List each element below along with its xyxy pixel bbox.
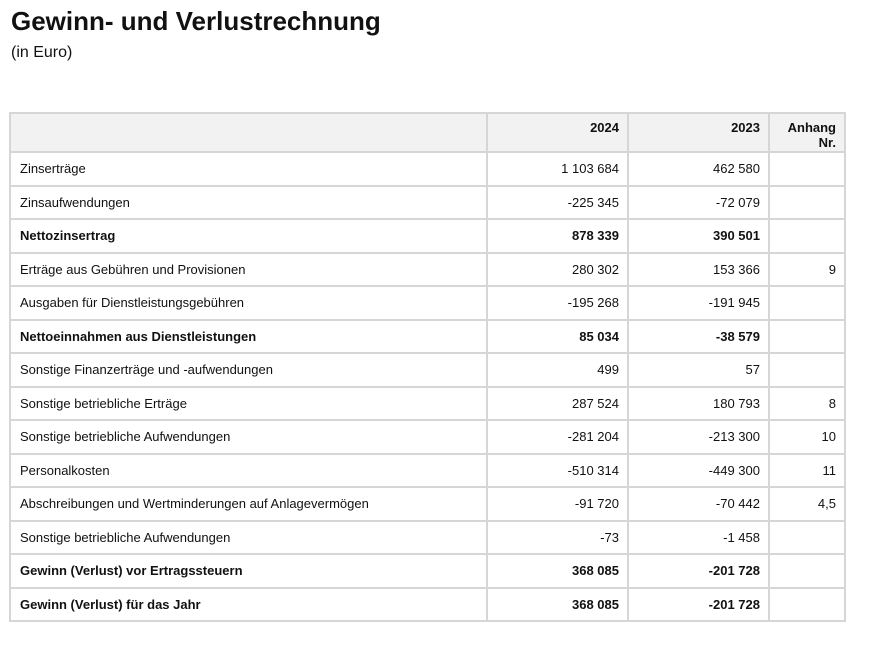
- row-value-2024: 85 034: [487, 320, 628, 354]
- row-value-2023: -201 728: [628, 588, 769, 622]
- row-value-2024: 280 302: [487, 253, 628, 287]
- row-label: Sonstige betriebliche Aufwendungen: [10, 521, 487, 555]
- row-label: Personalkosten: [10, 454, 487, 488]
- table-row: [10, 253, 845, 287]
- row-label: Zinsaufwendungen: [10, 186, 487, 220]
- row-value-2024: 368 085: [487, 588, 628, 622]
- page-subtitle: (in Euro): [11, 44, 73, 61]
- table-row: [10, 152, 845, 186]
- row-value-2024: -225 345: [487, 186, 628, 220]
- table-row: [10, 588, 845, 622]
- row-value-2023: -449 300: [628, 454, 769, 488]
- row-note: [769, 186, 845, 220]
- row-note: 9: [769, 253, 845, 287]
- row-value-2023: -213 300: [628, 420, 769, 454]
- row-value-2023: -201 728: [628, 554, 769, 588]
- row-value-2023: 180 793: [628, 387, 769, 421]
- row-value-2024: 499: [487, 353, 628, 387]
- row-value-2023: 390 501: [628, 219, 769, 253]
- table-row: [10, 353, 845, 387]
- row-value-2024: -281 204: [487, 420, 628, 454]
- table-row: [10, 521, 845, 555]
- row-value-2024: 878 339: [487, 219, 628, 253]
- row-note: [769, 320, 845, 354]
- row-label: Ausgaben für Dienstleistungsgebühren: [10, 286, 487, 320]
- table-header-row: [10, 113, 845, 152]
- row-value-2024: -195 268: [487, 286, 628, 320]
- table-row: [10, 420, 845, 454]
- row-note: 10: [769, 420, 845, 454]
- column-header-2024: 2024: [487, 113, 628, 152]
- row-label: Gewinn (Verlust) für das Jahr: [10, 588, 487, 622]
- row-note: 4,5: [769, 487, 845, 521]
- row-note: [769, 152, 845, 186]
- row-label: Nettozinsertrag: [10, 219, 487, 253]
- row-value-2024: 287 524: [487, 387, 628, 421]
- table-row: [10, 487, 845, 521]
- row-label: Sonstige betriebliche Erträge: [10, 387, 487, 421]
- row-value-2023: -70 442: [628, 487, 769, 521]
- row-label: Abschreibungen und Wertminderungen auf Anlagevermögen: [10, 487, 487, 521]
- table-row: [10, 387, 845, 421]
- row-label: Nettoeinnahmen aus Dienstleistungen: [10, 320, 487, 354]
- table-row: [10, 219, 845, 253]
- row-value-2023: -1 458: [628, 521, 769, 555]
- row-value-2023: 57: [628, 353, 769, 387]
- row-label: Zinserträge: [10, 152, 487, 186]
- row-value-2023: 462 580: [628, 152, 769, 186]
- row-value-2024: 368 085: [487, 554, 628, 588]
- row-value-2023: -72 079: [628, 186, 769, 220]
- row-label: Gewinn (Verlust) vor Ertragssteuern: [10, 554, 487, 588]
- row-value-2023: -38 579: [628, 320, 769, 354]
- row-value-2024: 1 103 684: [487, 152, 628, 186]
- column-header-2023: 2023: [628, 113, 769, 152]
- row-note: [769, 353, 845, 387]
- row-label: Sonstige betriebliche Aufwendungen: [10, 420, 487, 454]
- row-note: [769, 588, 845, 622]
- table-row: [10, 286, 845, 320]
- row-value-2023: -191 945: [628, 286, 769, 320]
- row-value-2024: -91 720: [487, 487, 628, 521]
- row-note: [769, 286, 845, 320]
- row-note: 11: [769, 454, 845, 488]
- column-header-label: [10, 113, 487, 152]
- row-note: 8: [769, 387, 845, 421]
- row-label: Erträge aus Gebühren und Provisionen: [10, 253, 487, 287]
- page-title: Gewinn- und Verlustrechnung: [11, 6, 381, 36]
- row-note: [769, 554, 845, 588]
- table-row: [10, 320, 845, 354]
- row-note: [769, 521, 845, 555]
- table-row: [10, 554, 845, 588]
- row-value-2023: 153 366: [628, 253, 769, 287]
- column-header-note-text: Anhang Nr.: [787, 120, 836, 150]
- table-row: [10, 454, 845, 488]
- row-value-2024: -510 314: [487, 454, 628, 488]
- income-statement-table: [9, 112, 846, 622]
- column-header-note: [769, 113, 845, 152]
- row-value-2024: -73: [487, 521, 628, 555]
- row-label: Sonstige Finanzerträge und -aufwendungen: [10, 353, 487, 387]
- table-row: [10, 186, 845, 220]
- row-note: [769, 219, 845, 253]
